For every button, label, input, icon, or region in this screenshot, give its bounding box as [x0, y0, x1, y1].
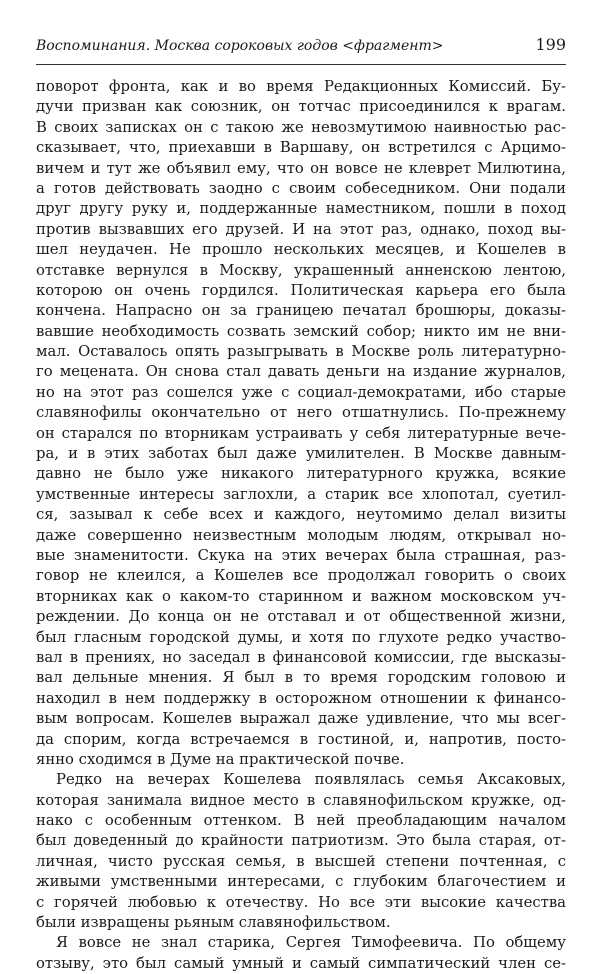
text-line: которая занимала видное место в славянофильском кружке, од- [36, 791, 566, 809]
text-line: Я вовсе не знал старика, Сергея Тимофеевича. По общему [56, 934, 566, 952]
text-line: реждении. До конца он не отставал и от общественной жизни, [36, 608, 566, 626]
text-line: кончена. Напрасно он за границею печатал брошюры, доказы- [36, 302, 566, 320]
text-line: вторниках как о каком-то старинном и важном московском уч- [36, 587, 566, 605]
text-line: находил в нем поддержку в осторожном отношении к финансо- [36, 689, 566, 707]
text-line: а готов действовать заодно с своим собеседником. Они подали [36, 179, 566, 197]
text-line: вым вопросам. Кошелев выражал даже удивление, что мы всег- [36, 710, 566, 728]
text-line: живыми умственными интересами, с глубоким благочестием и [36, 873, 566, 891]
text-line: сказывает, что, приехавши в Варшаву, он встретился с Арцимо- [36, 139, 566, 157]
text-line: личная, чисто русская семья, в высшей степени почтенная, с [36, 852, 566, 870]
text-line: говор не клеился, а Кошелев все продолжал говорить о своих [36, 567, 566, 585]
text-line: был доведенный до крайности патриотизм. Это была старая, от- [36, 832, 566, 850]
text-line: вые знаменитости. Скука на этих вечерах была страшная, раз- [36, 546, 566, 564]
header-rule [36, 64, 566, 65]
text-line: вавшие необходимость созвать земский собор; никто им не вни- [36, 322, 566, 340]
text-line: шел неудачен. Не прошло нескольких месяцев, и Кошелев в [36, 241, 566, 259]
text-line: дучи призван как союзник, он тотчас присоединился к врагам. [36, 98, 566, 116]
text-line: он старался по вторникам устраивать у себя литературные вече- [36, 424, 566, 442]
text-line: умственные интересы заглохли, а старик все хлопотал, суетил- [36, 485, 566, 503]
running-head [36, 36, 566, 58]
running-title: Воспоминания. Москва сороковых годов <фрагмент> [36, 38, 444, 54]
text-line: были извращены рьяным славянофильством. [36, 914, 391, 932]
body-text [36, 77, 566, 974]
text-line: да спорим, когда встречаемся в гостиной, и, напротив, посто- [36, 730, 566, 748]
paragraph [36, 77, 566, 770]
text-line: ра, и в этих заботах был даже умилителен. В Москве давным- [36, 445, 566, 463]
text-line: го мецената. Он снова стал давать деньги на издание журналов, [36, 363, 566, 381]
text-line: против вызвавших его друзей. И на этот раз, однако, поход вы- [36, 220, 566, 238]
text-line: мал. Оставалось опять разыгрывать в Москве роль литературно- [36, 343, 566, 361]
text-line: В своих записках он с такою же невозмутимою наивностью рас- [36, 118, 566, 136]
text-line: друг другу руку и, поддержанные наместником, пошли в поход [36, 200, 566, 218]
text-line: ся, зазывал к себе всех и каждого, неутомимо делал визиты [36, 506, 566, 524]
text-line: поворот фронта, как и во время Редакционных Комиссий. Бу- [36, 78, 566, 95]
text-line: но на этот раз сошелся уже с социал-демократами, ибо старые [36, 383, 566, 401]
text-line: нако с особенным оттенком. В ней преобладающим началом [36, 812, 566, 830]
text-line: славянофилы окончательно от него отшатнулись. По-прежнему [36, 404, 566, 422]
text-line: был гласным городской думы, и хотя по глухоте редко участво- [36, 628, 566, 646]
text-line: отзыву, это был самый умный и самый симпатический член се- [36, 954, 566, 972]
text-line: даже совершенно неизвестным молодым людям, открывал но- [36, 526, 566, 544]
text-line: которою он очень гордился. Политическая карьера его была [36, 281, 566, 299]
text-line: давно не было уже никакого литературного кружка, всякие [36, 465, 566, 483]
book-page [36, 0, 566, 972]
paragraph [36, 933, 566, 974]
text-line: вичем и тут же объявил ему, что он вовсе не клеврет Милютина, [36, 159, 566, 177]
text-line: отставке вернулся в Москву, украшенный анненскою лентою, [36, 261, 566, 279]
text-line: вал дельные мнения. Я был в то время городским головою и [36, 669, 566, 687]
page-number: 199 [535, 35, 566, 54]
text-line: с горячей любовью к отечеству. Но все эти высокие качества [36, 893, 566, 911]
text-line: вал в прениях, но заседал в финансовой комиссии, где высказы- [36, 648, 566, 666]
paragraph [36, 770, 566, 933]
text-line: Редко на вечерах Кошелева появлялась семья Аксаковых, [56, 771, 566, 789]
text-line: янно сходимся в Думе на практической почве. [36, 750, 405, 768]
